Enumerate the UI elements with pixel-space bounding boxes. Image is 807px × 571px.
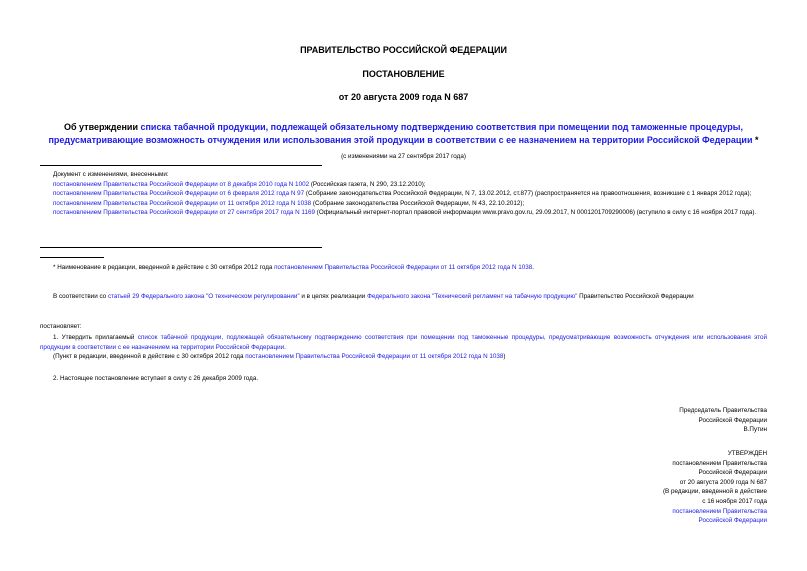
point-1-edit-note: (Пункт в редакции, введенной в действие с 30 октября 2012 года постановлением Правительства Российской Федерации от 11 октября 2012 года N 1038): [53, 353, 506, 360]
title-link[interactable]: списка табачной продукции, подлежащей обязательному подтверждению соответствия при помещении под таможенные процедуры, предусматривающие возможность отчуждения или использования этой продукции в соответствии с ее назначением на территории Российской Федерации: [48, 122, 753, 145]
document-title: [40, 121, 767, 147]
title-prefix: Об утверждении: [64, 122, 141, 132]
title-suffix: *: [752, 135, 759, 145]
doc-date: от 20 августа 2009 года N 687: [338, 92, 469, 102]
edit-link[interactable]: постановлением Правительства Российской Федерации от 11 октября 2012 года N 1038: [245, 353, 504, 360]
point-2: 2. Настоящее постановление вступает в силу с 26 декабря 2009 года.: [53, 375, 259, 382]
org-name: ПРАВИТЕЛЬСТВО РОССИЙСКОЙ ФЕДЕРАЦИИ: [300, 45, 507, 55]
amendment-item: постановлением Правительства Российской Федерации от 11 октября 2012 года N 1038 (Собрание законодательства Российской Федерации, N 43, 22.10.2012);: [53, 199, 525, 207]
amendment-item: постановлением Правительства Российской Федерации от 27 сентября 2017 года N 1169 (Официальный интернет-портал правовой информации www.pravo.gov.ru, 29.09.2017, N 0001201709290006) (вступило в силу с 16 ноября 2017 года).: [53, 209, 757, 217]
divider-bottom: [40, 247, 322, 248]
approved-line: с 16 ноября 2017 года: [702, 497, 767, 505]
law-link-29[interactable]: статьей 29 Федерального закона "О техническом регулировании": [107, 293, 300, 300]
amendment-link[interactable]: постановлением Правительства Российской Федерации от 6 февраля 2012 года N 97: [53, 190, 305, 198]
preamble: В соответствии со статьей 29 Федерального закона "О техническом регулировании" и в целях реализации Федерального закона "Технический регламент на табачную продукцию" Правительство Российской Федерации: [53, 293, 694, 300]
signature-line: Председатель Правительства: [679, 407, 767, 414]
point-1: 1. Утвердить прилагаемый список табачной продукции, подлежащей обязательному подтверждению соответствия при помещении под таможенные процедуры, предусматривающие возможность отчуждения или использования этой продукции в соответствии с ее назначением на территории Российской Федерации.: [40, 334, 768, 351]
footnote-divider: [40, 257, 104, 258]
approved-line: (В редакции, введенной в действие: [662, 488, 767, 496]
approved-block: [663, 449, 767, 526]
approved-heading: УТВЕРЖДЕН: [727, 450, 767, 457]
doc-type: ПОСТАНОВЛЕНИЕ: [362, 69, 445, 79]
amendment-link[interactable]: постановлением Правительства Российской Федерации от 27 сентября 2017 года N 1169: [53, 209, 315, 217]
approved-line: Российской Федерации: [698, 469, 767, 477]
changes-note: (с изменениями на 27 сентября 2017 года): [341, 153, 466, 160]
signature-block: [679, 406, 767, 435]
amendments-block: [40, 170, 767, 218]
footnote: * Наименование в редакции, введенной в действие с 30 октября 2012 года постановлением Правительства Российской Федерации от 11 октября 2012 года N 1038.: [53, 264, 535, 271]
law-link-tobacco[interactable]: Федерального закона "Технический регламент на табачную продукцию": [367, 293, 578, 300]
approved-line: от 20 августа 2009 года N 687: [679, 478, 767, 486]
amendment-item: постановлением Правительства Российской Федерации от 6 февраля 2012 года N 97 (Собрание законодательства Российской Федерации, N 7, 13.02.2012, ст.877) (распространяется на правоотношения, возникшие с 1 января 2012 года);: [53, 190, 752, 198]
footnote-link[interactable]: постановлением Правительства Российской Федерации от 11 октября 2012 года N 1038: [274, 264, 533, 271]
amendments-intro: Документ с изменениями, внесенными:: [53, 171, 169, 178]
approved-link[interactable]: Российской Федерации: [698, 517, 767, 525]
signature-line: Российской Федерации: [698, 416, 767, 424]
amendment-link[interactable]: постановлением Правительства Российской Федерации от 11 октября 2012 года N 1038: [53, 199, 312, 207]
amendment-link[interactable]: постановлением Правительства Российской Федерации от 8 декабря 2010 года N 1002: [53, 180, 310, 188]
decree-word: постановляет:: [40, 323, 82, 330]
divider-top: [40, 165, 322, 166]
list-link[interactable]: список табачной продукции, подлежащей обязательному подтверждению соответствия при помещении под таможенные процедуры, предусматривающие возможность отчуждения или использования этой продукции в соответствии с ее назначением на территории Российской Федерации: [40, 334, 768, 351]
approved-link[interactable]: постановлением Правительства: [672, 507, 767, 515]
amendment-item: постановлением Правительства Российской Федерации от 8 декабря 2010 года N 1002 (Российская газета, N 290, 23.12.2010);: [53, 180, 426, 188]
approved-line: постановлением Правительства: [672, 459, 767, 467]
signature-name: В.Путин: [743, 426, 767, 434]
